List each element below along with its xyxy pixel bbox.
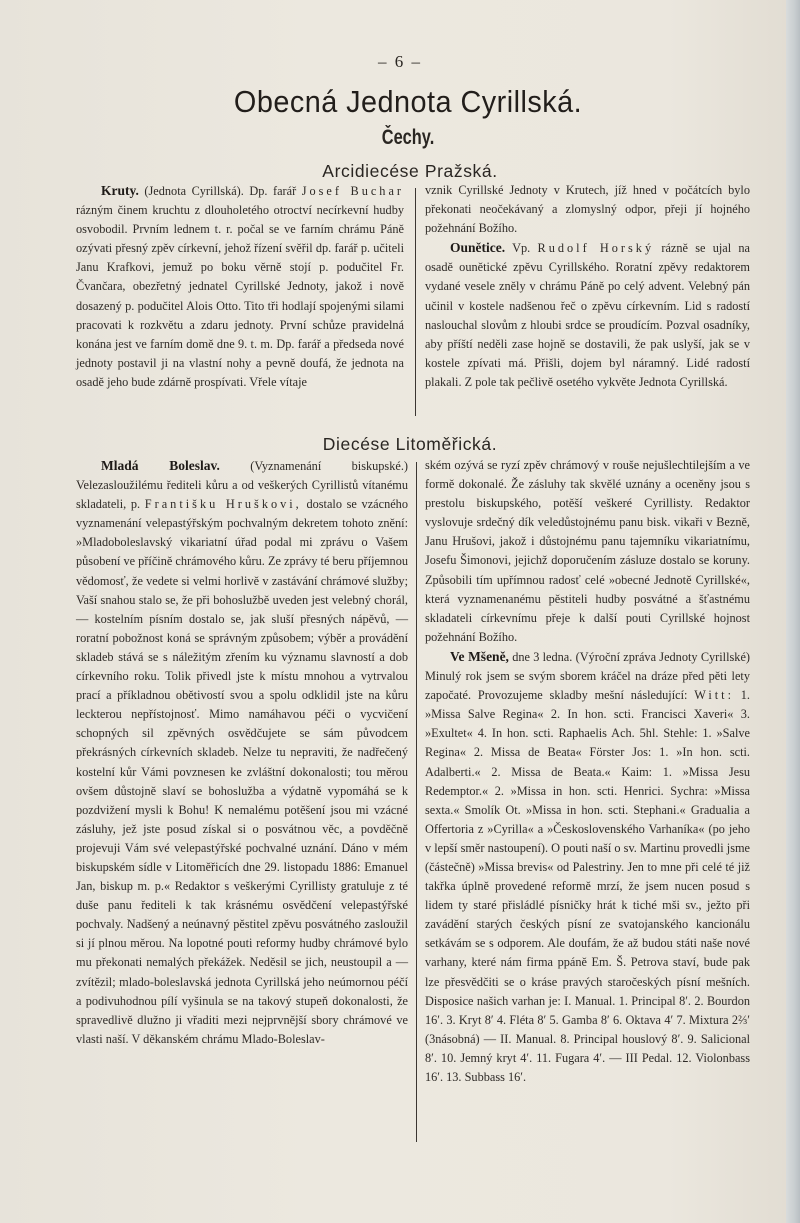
column-litomerice-right	[425, 456, 750, 1087]
page-title: Obecná Jednota Cyrillská.	[233, 84, 583, 119]
article-continuation: vznik Cyrillské Jednoty v Krutech, jíž hned v počátcích bylo překonati neočekávaný a zlomyslný odpor, přeji jí hojného požehnání Božího.	[425, 183, 750, 236]
spaced-name: Josef Buchar	[301, 184, 405, 198]
column-prague-right	[425, 181, 750, 392]
spaced-name: Rudolf Horský	[537, 241, 655, 256]
article-text: (Jednota Cyrillská). Dp. farář	[138, 184, 302, 198]
article-text: Vp.	[505, 241, 538, 256]
article-lead: Kruty.	[101, 183, 139, 198]
article-text: 1. »Missa Salve Regina« 2. In hon. scti. Francisci Xaveri« 3. »Exultet« 4. In hon. scti. Raphaelis Ach. 5hl. Stehle: 1. »Salve Regina« 2. Missa de Beata« Förster Jos: 1. »In hon. scti. Adalberti.« 2. Missa de Beata.« Kaim: 1. »Missa Jesu Redemptor.« 2. »Missa in hon. scti. Henrici. Sychra: »Missa sexta.« Smolík Ot. »Missa in hon. scti. Stephani.« Gradualia a Offertoria z »Cyrilla« a »Československého Varhaníka« (po jeho v lepší směr nastoupení). O pouti naší o sv. Martinu provedli jsme (částečně) »Missa brevis« od Palestriny. Jen to mne při celé té již takřka úplně provedené reformě mrzí, že jsem nucen posud s lidem ty staré přisládlé písničky hrát k tiché mši sv., ježto při zavádění starých českých písní ze svatojanského kancionálu setkávám se s odporem. Ale doufám, že až budou státi naše nové varhany, které nám firma ppáně Em. Š. Petrova staví, bude pak lze přesvědčiti se o kráse pravých staročeských písní mešních. Disposice našich varhan je: I. Manual. 1. Principal 8′. 2. Bourdon 16′. 3. Kryt 8′ 4. Fléta 8′ 5. Gamba 8′ 6. Oktava 4′ 7. Mixtura 2⅔′ (3násobná) — II. Manual. 8. Principal houslový 8′. 9. Salicional 8′. 10. Jemný kryt 4′. 11. Fugara 4′. — III Pedal. 12. Violonbass 16′. 13. Subbass 16′.	[425, 688, 750, 1084]
page-edge	[786, 0, 800, 1223]
article-lead: Mladá Boleslav.	[101, 458, 220, 473]
spaced-name: Witt:	[694, 688, 734, 703]
diocese-heading-prague: Arcidiecése Pražská.	[322, 161, 498, 181]
article-ounetice	[425, 238, 750, 392]
article-continuation: ském ozývá se ryzí zpěv chrámový v rouše nejušlechtilejším a ve formě dokonalé. Že zásluhy tak skvělé uznány a oceněny jsou s prestolu biskupského, potěší veškeré Cyrillisty. Redaktor vyslovuje srdečný dík veledůstojnému panu bisk. vikaři v Bezně, Janu Hrušovi, jakož i důstojnému panu tajemníku vikariatnímu, Josefu Šimonovi, jejichž doporučením zásluze dostalo se koruny. Způsobili tím upřímnou radosť celé »obecné Jednotě Cyrillské«, která vyznamenanému pěstiteli hudby posvátné a šťastnému skladateli církevnímu přeje k další pouti Cyrillské hojnost požehnání Božího.	[425, 458, 750, 644]
article-kruty	[76, 181, 404, 392]
article-text: rázným činem kruchtu z dlouholetého otroctví necírkevní hudby osvobodil. Prvním lednem t. r. počal se ve farním chrámu Páně ozývati přesný zpěv církevní, jehož řízení svěřil dp. farář p. učiteli Janu Krafkovi, jemuž po boku věrně stojí p. podučitel Fr. Čvančara, obezřetný jednatel Cyrillské Jednoty, jakož i nově dosazený p. podučitel Alois Otto. Tito tři hodlají spojenými silami pracovati k rozkvětu a zdaru jednoty. První schůze pravidelná konána jest ve farním domě dne 9. t. m. Dp. farář a předseda nové jednoty postavil ji na vlastní nohy a pevně doufá, že jednota na osadě jeho bude zdárně prospívati. Vřele vítaje	[76, 203, 404, 389]
article-text: (Vyznamenání biskupské.) Velezasloužilému řediteli kůru a od veškerých Cyrillistů vítanému skladateli, p.	[76, 459, 408, 512]
article-text: rázně se ujal na osadě ounětické zpěvu Cyrillského. Roratní zpěvy redaktorem vydané vesele zněly v chrámu Páně po celý advent. Velebný pán učinil v kostele nadšenou řeč o zpěvu církevním. Lid s radostí naslouchal slovům z hloubi srdce se proudícím. Pozval osadníky, aby příští neděli zase hojně se dostavili, že pak uslyší, jak se v kostele zpívati má. Přišli, dojem byl náramný. Lidé radostí plakali. Z pole tak pečlivě osetého vykvěte Jednota Cyrillská.	[425, 241, 750, 389]
spaced-name: Františku Hruškovi,	[144, 497, 302, 512]
column-divider	[416, 462, 417, 1142]
article-text: dne 3 ledna. (Výroční zpráva Jednoty Cyrillské) Minulý rok jsem se svým sborem kráčel na dráze před pěti lety započaté. Provozujeme skladby mešní následující:	[425, 649, 750, 703]
column-litomerice-left	[76, 456, 408, 1049]
column-divider	[415, 188, 416, 416]
article-msene	[425, 647, 750, 1087]
page-number: – 6 –	[378, 52, 422, 71]
section-country-heading: Čechy.	[381, 126, 435, 149]
article-text: dostalo se vzácného vyznamenání velepastýřským pochvalným dekretem tohoto znění: »Mladoboleslavský vikariatní úřad podal mi zprávu o Vašem působení ve příčině chrámového kůru. Ze zprávy té beru příjemnou vědomosť, že vedete si velmi horlivě v zastávání chrámové služby; Vaší snahou stalo se, že při bohoslužbě uveden jest velebný chorál, — kostelním písním dostalo se, jak sluší přesných nápěvů, — roratní pobožnost koná se správným způsobem; výběr a provádění skladeb stává se s náležitým zřením ku významu slavností a dob církevního roku. Tolik přivedl jste k místu mnohou a vytrvalou prací a příkladnou obětivostí svou a spolu odklidil jste na kůru leckterou nepřístojnosť. Mimo namáhavou péči o vycvičení schopných sil zpěvných osvědčujete se sám původcem překrásných církevních skladeb. Nelze tu nepraviti, že nadřečený kostelní kůr Vámi povznesen ke zvláštní dokonalosti; tou měrou ovšem důstojně slaví se bohoslužba a výdatně vypomáhá se k pozdvižení mysli k Bohu! K nemalému potěšení jsou mi vzácné zásluhy, jež jste posud získal si o posvátnou věc, a povděčně projevuji Vám své velepastýřské pochvalné uznání. Dáno v mém biskupském sídle v Litoměřicích dne 29. listopadu 1886: Emanuel Jan, biskup m. p.« Redaktor s veškerými Cyrillisty gratuluje z té duše panu řediteli k tak krásnému osvědčení velepastýřské pochvaly. Nadšený a neúnavný pěstitel zpěvu posvátného zasloužil si jí plnou měrou. Na lopotné pouti reformy hudby chrámové bylo mu překonati nemalých překážek. Neděsil se jich, neustoupil a — zvítězil; mlado-boleslavská jednota Cyrillská jeho neúmornou péčí a podivuhodnou pílí vyšinula se na takový stupeň dokonalosti, že spravedlivě dlužno ji vřaditi mezi nejprvnější sbory chrámové ve vlasti naší. V děkanském chrámu Mlado-Boleslav-	[76, 497, 408, 1046]
article-lead: Ve Mšeně,	[450, 648, 509, 664]
diocese-heading-litomerice: Diecése Litoměřická.	[322, 434, 498, 454]
article-mlada-boleslav	[76, 456, 408, 1049]
article-lead: Ounětice.	[450, 240, 506, 256]
column-prague-left	[76, 181, 404, 392]
